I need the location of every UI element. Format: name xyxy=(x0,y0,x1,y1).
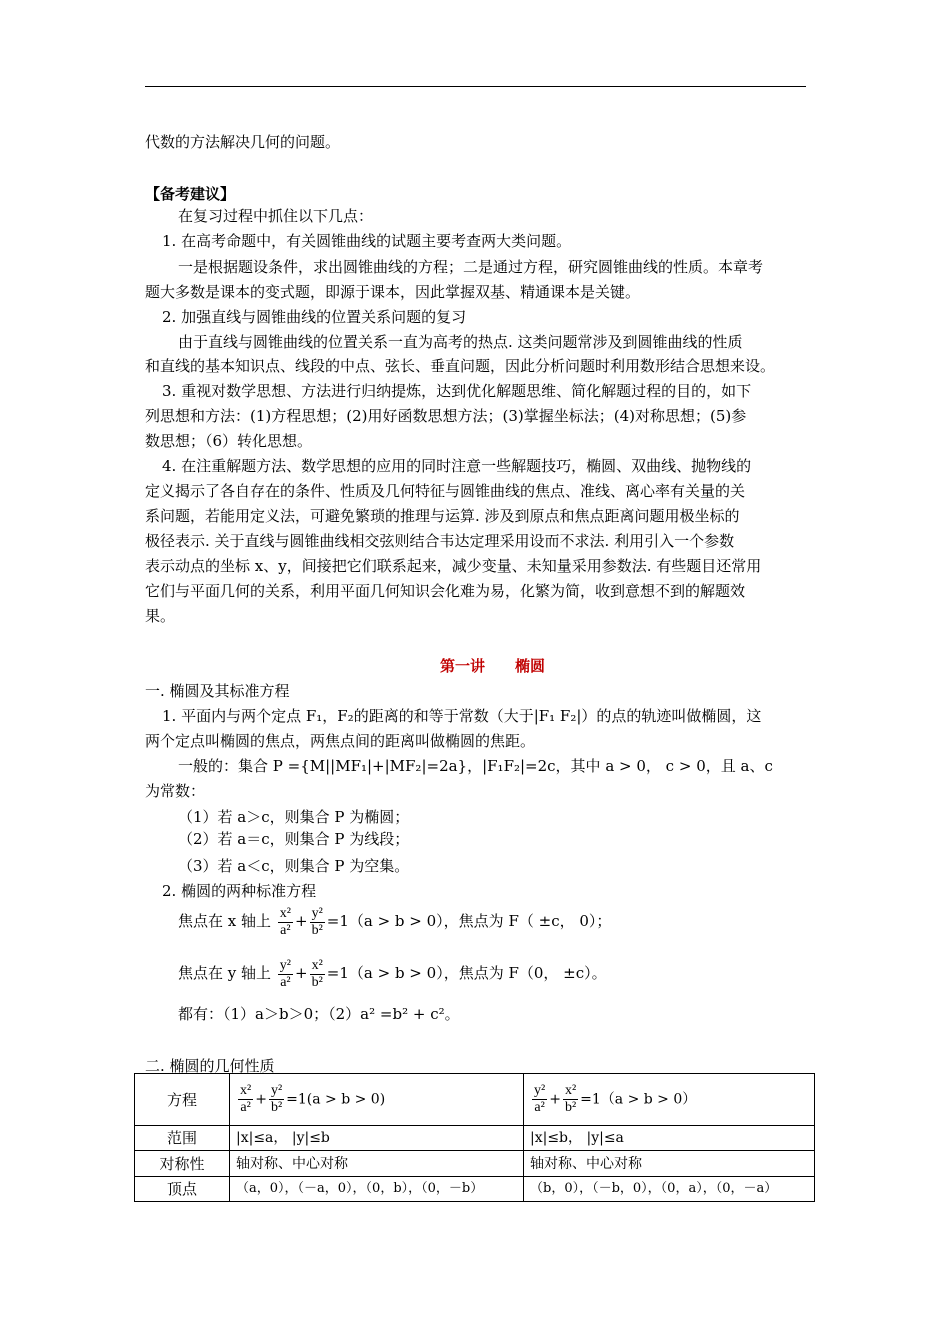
prep-p1-body: 题大多数是课本的变式题，即源于课本，因此掌握双基、精通课本是关键。 xyxy=(145,283,641,301)
common-relations: 都有：（1）a＞b＞0；（2）a² =b² + c²。 xyxy=(178,1005,460,1023)
case-1: （1）若 a＞c，则集合 P 为椭圆； xyxy=(178,808,410,826)
table-cell: $\frac{\text{y²}}{\text{a²}}$ + $\frac{\text{x²}}{\text{b²}}$ =1（a > b > 0） xyxy=(524,1074,815,1126)
fraction: $\frac{\text{x²}}{\text{b²}}$ xyxy=(311,957,323,990)
ellipse-properties-table xyxy=(134,1073,815,1202)
fraction: $\frac{\text{y²}}{\text{b²}}$ xyxy=(311,905,323,938)
table-cell: （b，0），（－b，0），（0，a），（0，－a） xyxy=(524,1177,815,1202)
general-set: 为常数： xyxy=(145,782,206,800)
case-2: （2）若 a＝c，则集合 P 为线段； xyxy=(178,830,410,848)
x-axis-equation: 焦点在 x 轴上 $\frac{\text{x²}}{\text{a²}}$ + $\frac{\text{y²}}{\text{b²}}$ =1（a > b > 0），焦点为 F（ ±c， 0）； xyxy=(178,905,612,938)
row-label: 对称性 xyxy=(135,1151,230,1177)
section-1-heading: 一. 椭圆及其标准方程 xyxy=(145,682,290,700)
table-cell: 轴对称、中心对称 xyxy=(524,1151,815,1177)
y-axis-equation: 焦点在 y 轴上 $\frac{\text{y²}}{\text{a²}}$ + $\frac{\text{x²}}{\text{b²}}$ =1（a > b > 0），焦点为 F（0， ±c）。 xyxy=(178,957,607,990)
general-set: 一般的：集合 P ={M||MF₁|+|MF₂|=2a}，|F₁F₂|=2c，其中 a > 0， c > 0，且 a、c xyxy=(178,757,773,775)
prep-p2-title: 2. 加强直线与圆锥曲线的位置关系问题的复习 xyxy=(162,308,467,326)
prep-p1-title: 1. 在高考命题中，有关圆锥曲线的试题主要考查两大类问题。 xyxy=(162,232,572,250)
prep-p3: 数思想；（6）转化思想。 xyxy=(145,432,313,450)
standard-eq-title: 2. 椭圆的两种标准方程 xyxy=(162,882,317,900)
table-cell: 轴对称、中心对称 xyxy=(230,1151,524,1177)
header-rule xyxy=(145,86,806,87)
ellipse-definition: 两个定点叫椭圆的焦点，两焦点间的距离叫做椭圆的焦距。 xyxy=(145,732,536,750)
prep-p2-body: 由于直线与圆锥曲线的位置关系一直为高考的热点. 这类问题常涉及到圆锥曲线的性质 xyxy=(178,333,743,351)
intro-tail: 代数的方法解决几何的问题。 xyxy=(145,133,341,151)
prep-p4: 极径表示. 关于直线与圆锥曲线相交弦则结合韦达定理采用设而不求法. 利用引入一个参数 xyxy=(145,532,735,550)
prep-p4: 表示动点的坐标 x、y，间接把它们联系起来，减少变量、未知量采用参数法. 有些题目还常用 xyxy=(145,557,762,575)
prep-heading: 【备考建议】 xyxy=(145,185,236,203)
prep-p4: 4. 在注重解题方法、数学思想的应用的同时注意一些解题技巧，椭圆、双曲线、抛物线的 xyxy=(162,457,752,475)
prep-p2-body: 和直线的基本知识点、线段的中点、弦长、垂直问题，因此分析问题时利用数形结合思想来设。 xyxy=(145,357,776,375)
lecture-title: 第一讲 椭圆 xyxy=(440,657,546,675)
prep-p4: 系问题，若能用定义法，可避免繁琐的推理与运算. 涉及到原点和焦点距离问题用极坐标的 xyxy=(145,507,740,525)
section-2-heading: 二. 椭圆的几何性质 xyxy=(145,1057,275,1075)
prep-lead: 在复习过程中抓住以下几点： xyxy=(178,207,374,225)
prep-p3: 列思想和方法：(1)方程思想；(2)用好函数思想方法；(3)掌握坐标法；(4)对称思想；(5)参 xyxy=(145,407,747,425)
prep-p4: 它们与平面几何的关系，利用平面几何知识会化难为易，化繁为简，收到意想不到的解题效 xyxy=(145,582,746,600)
table-cell: |x|≤b， |y|≤a xyxy=(524,1126,815,1151)
prep-p4: 果。 xyxy=(145,607,176,625)
case-3: （3）若 a＜c，则集合 P 为空集。 xyxy=(178,857,410,875)
ellipse-definition: 1. 平面内与两个定点 F₁，F₂的距离的和等于常数（大于|F₁ F₂|）的点的轨迹叫做椭圆，这 xyxy=(162,707,762,725)
table-row xyxy=(135,1126,815,1151)
table-row xyxy=(135,1074,815,1126)
fraction: $\frac{\text{x²}}{\text{a²}}$ xyxy=(279,905,291,938)
row-label: 顶点 xyxy=(135,1177,230,1202)
table-cell: （a，0），（－a，0），（0，b），（0，－b） xyxy=(230,1177,524,1202)
prep-p3: 3. 重视对数学思想、方法进行归纳提炼，达到优化解题思维、简化解题过程的目的，如下 xyxy=(162,382,752,400)
table-row xyxy=(135,1151,815,1177)
row-label: 范围 xyxy=(135,1126,230,1151)
prep-p4: 定义揭示了各自存在的条件、性质及几何特征与圆锥曲线的焦点、准线、离心率有关量的关 xyxy=(145,482,746,500)
row-label: 方程 xyxy=(135,1074,230,1126)
fraction: $\frac{\text{y²}}{\text{a²}}$ xyxy=(279,957,291,990)
table-cell: $\frac{\text{x²}}{\text{a²}}$ + $\frac{\text{y²}}{\text{b²}}$ =1(a > b > 0) xyxy=(230,1074,524,1126)
table-row xyxy=(135,1177,815,1202)
table-cell: |x|≤a， |y|≤b xyxy=(230,1126,524,1151)
prep-p1-body: 一是根据题设条件，求出圆锥曲线的方程；二是通过方程，研究圆锥曲线的性质。本章考 xyxy=(178,258,764,276)
